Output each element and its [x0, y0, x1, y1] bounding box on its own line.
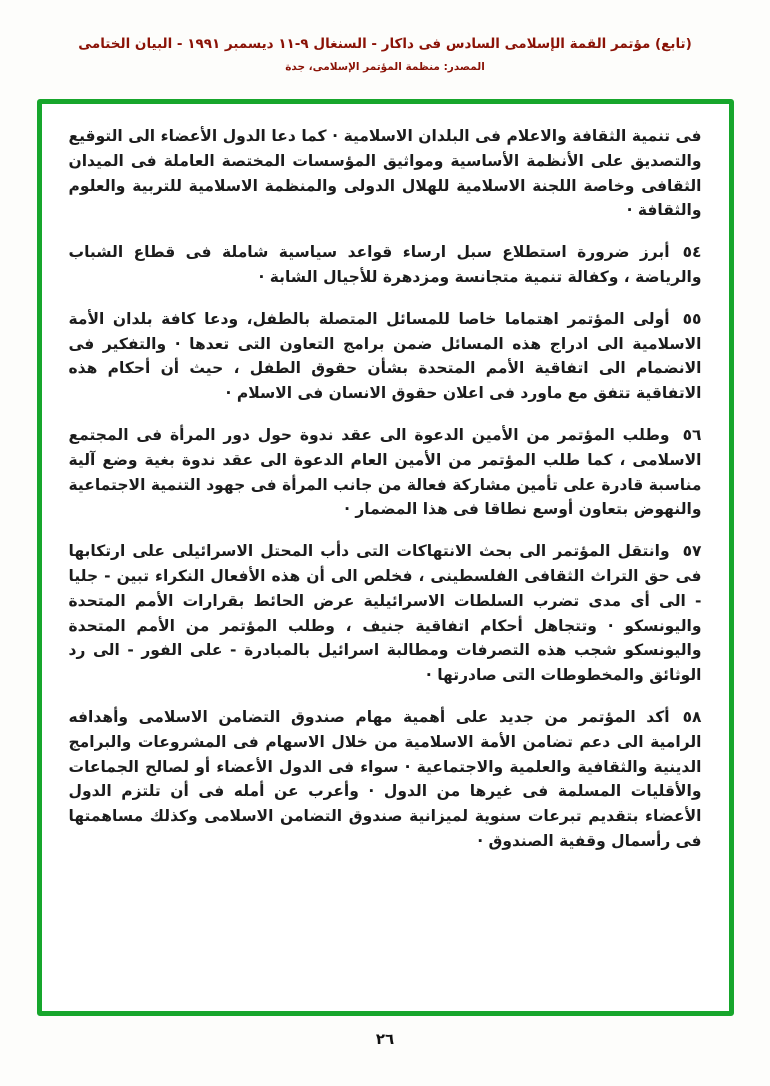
document-footer	[0, 1029, 770, 1048]
paragraph-text: أبرز ضرورة استطلاع سبل ارساء قواعد سياسية شاملة فى قطاع الشباب والرياضة ، وكفالة تنمية متجانسة ومزدهرة للأجيال الشابة ·	[68, 243, 702, 286]
document-frame	[37, 99, 734, 1016]
paragraph-number: ٥٧	[682, 542, 702, 561]
paragraph-text: وطلب المؤتمر من الأمين الدعوة الى عقد ندوة حول دور المرأة فى المجتمع الاسلامى ، كما طلب المؤتمر من الأمين العام الدعوة الى عقد ندوة بغية وضع آلية مناسبة قادرة على تأمين مشاركة فعالة من جانب المرأة فى جهود التنمية الاجتماعية والنهوض بتعاون أوسع نطاقا فى هذا المضمار ·	[68, 425, 702, 519]
paragraph-number: ٥٨	[682, 707, 702, 726]
paragraph-text: أولى المؤتمر اهتماما خاصا للمسائل المتصلة بالطفل، ودعا كافة بلدان الأمة الاسلامية الى ادراج هذه المسائل ضمن برامج التعاون التى تعدها · والتفكير فى الانضمام الى اتفاقية الأمم المتحدة بشأن حقوق الطفل ، حيث أن أحكام هذه الاتفاقية تتفق مع ماورد فى اعلان حقوق الانسان فى الاسلام ·	[68, 309, 702, 403]
paragraph-text: أكد المؤتمر من جديد على أهمية مهام صندوق التضامن الاسلامى وأهدافه الرامية الى دعم تضامن الأمة الاسلامية من خلال الاسهام فى المشروعات والبرامج الدينية والثقافية والعلمية والاجتماعية · سواء فى الدول الأعضاء أو لصالح الجماعات والأقليات المسلمة فى غيرها من الدول · وأعرب عن أمله فى أن تلتزم الدول الأعضاء بتقديم تبرعات سنوية لميزانية صندوق التضامن الاسلامى وكذلك مساهمتها فى رأسمال وقفية الصندوق ·	[68, 707, 702, 850]
paragraph	[69, 240, 702, 290]
paragraph	[69, 307, 702, 406]
page-number: ٢٦	[375, 1030, 395, 1048]
paragraph-text: وانتقل المؤتمر الى بحث الانتهاكات التى دأب المحتل الاسرائيلى على ارتكابها فى حق التراث الثقافى الفلسطينى ، فخلص الى أن هذه الأفعال النكراء تبين - جليا - الى أى مدى تضرب السلطات الاسرائيلية عرض الحائط بقرارات الأمم المتحدة واليونسكو · وتتجاهل أحكام اتفاقية جنيف ، وطلب المؤتمر من الأمم المتحدة واليونسكو شجب هذه التصرفات ومطالبة اسرائيل بالمبادرة - على الفور - الى رد الوثائق والمخطوطات التى صادرتها ·	[68, 542, 702, 685]
paragraph	[69, 705, 702, 854]
paragraph-number: ٥٤	[682, 243, 702, 262]
paragraph-number: ٥٦	[682, 425, 702, 444]
header-source: المصدر: منظمة المؤتمر الإسلامى، جدة	[285, 61, 485, 73]
paragraph	[69, 423, 702, 522]
paragraph-number: ٥٥	[682, 309, 702, 328]
paragraph-text: فى تنمية الثقافة والاعلام فى البلدان الاسلامية · كما دعا الدول الأعضاء الى التوقيع والتصديق على الأنظمة الأساسية ومواثيق المؤسسات المختصة العاملة فى الميدان الثقافى وخاصة اللجنة الاسلامية للهلال الدولى والمنظمة الاسلامية للتربية والعلوم والثقافة ·	[68, 127, 702, 220]
paragraph	[69, 539, 702, 688]
header-title: (تابع) مؤتمر القمة الإسلامى السادس فى داكار - السنغال ٩-١١ ديسمبر ١٩٩١ - البيان الختامى	[78, 36, 692, 52]
document-header	[0, 0, 770, 73]
paragraph	[69, 124, 702, 223]
